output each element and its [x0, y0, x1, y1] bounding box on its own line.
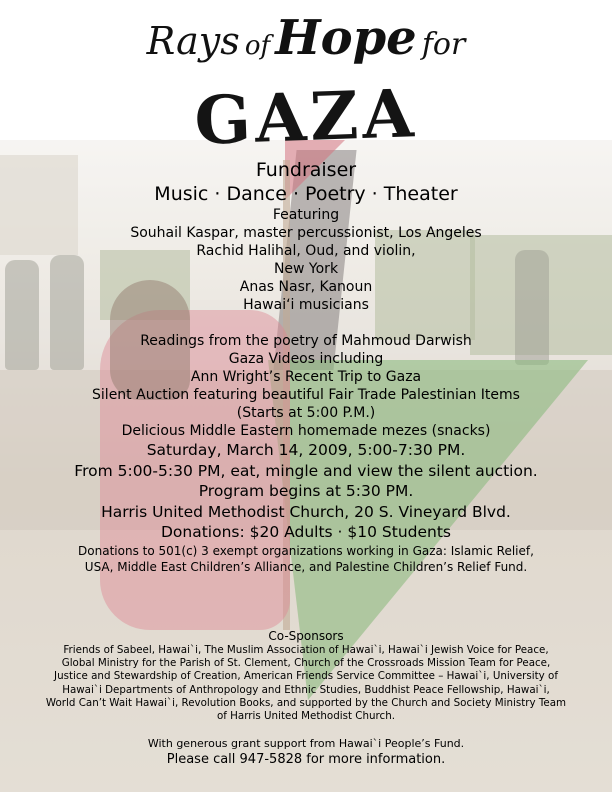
- cosponsor-line: Global Ministry for the Parish of St. Clement, Church of the Crossroads Mission Team for Peace,: [61, 657, 551, 670]
- performer-line: Rachid Halihal, Oud, and violin,: [196, 243, 416, 259]
- title-word-of: of: [244, 31, 271, 61]
- performer-line: Hawai‘i musicians: [243, 297, 369, 313]
- performer-line: Souhail Kaspar, master percussionist, Los Angeles: [130, 225, 482, 241]
- title-word-rays: Rays: [146, 19, 240, 63]
- title-word-for: for: [421, 27, 466, 62]
- donation-note-line: Donations to 501(c) 3 exempt organizations working in Gaza: Islamic Relief,: [78, 543, 534, 558]
- event-type: Fundraiser: [255, 159, 357, 181]
- flyer-body: [0, 158, 612, 575]
- event-schedule: From 5:00-5:30 PM, eat, mingle and view the silent auction.: [74, 461, 538, 480]
- cosponsor-line: World Can’t Wait Hawai`i, Revolution Books, and supported by the Church and Society Ministry Team: [45, 696, 567, 709]
- program-line: Silent Auction featuring beautiful Fair Trade Palestinian Items: [92, 387, 520, 403]
- program-line: Ann Wright’s Recent Trip to Gaza: [190, 369, 422, 385]
- spacer: [0, 314, 612, 332]
- contact-line: Please call 947-5828 for more information.: [166, 752, 446, 768]
- performer-line: Anas Nasr, Kanoun: [239, 279, 373, 295]
- cosponsor-line: of Harris United Methodist Church.: [216, 710, 395, 723]
- cosponsors-heading: Co-Sponsors: [268, 629, 344, 643]
- title-word-hope: Hope: [275, 10, 417, 66]
- donation-note-line: USA, Middle East Children’s Alliance, and Palestine Children’s Relief Fund.: [84, 559, 528, 574]
- program-line: Gaza Videos including: [228, 351, 384, 367]
- event-location: Harris United Methodist Church, 20 S. Vineyard Blvd.: [101, 502, 511, 521]
- title-gaza: GAZA: [193, 74, 419, 160]
- featuring-label: Featuring: [272, 207, 340, 223]
- grant-note: With generous grant support from Hawai`i People’s Fund.: [147, 737, 465, 751]
- cosponsor-line: Friends of Sabeel, Hawai`i, The Muslim Association of Hawai`i, Hawai`i Jewish Voice for Peace,: [63, 644, 549, 656]
- cosponsors-section: [0, 628, 612, 768]
- spacer: [0, 723, 612, 736]
- donation-prices: Donations: $20 Adults · $10 Students: [160, 523, 451, 541]
- program-line: (Starts at 5:00 P.M.): [236, 405, 376, 421]
- performer-line: New York: [273, 261, 339, 277]
- cosponsor-line: Hawai`i Departments of Anthropology and Ethnic Studies, Buddhist Peace Fellowship, Hawai`i,: [62, 683, 550, 696]
- cosponsor-line: Justice and Stewardship of Creation, American Friends Service Committee – Hawai`i, University of: [54, 670, 558, 683]
- program-line: Delicious Middle Eastern homemade mezes (snacks): [121, 423, 491, 439]
- title-line-1: [0, 10, 612, 66]
- event-arts: Music · Dance · Poetry · Theater: [154, 183, 458, 205]
- program-start: Program begins at 5:30 PM.: [198, 482, 414, 500]
- program-line: Readings from the poetry of Mahmoud Darwish: [140, 333, 472, 349]
- event-date: Saturday, March 14, 2009, 5:00-7:30 PM.: [146, 441, 466, 459]
